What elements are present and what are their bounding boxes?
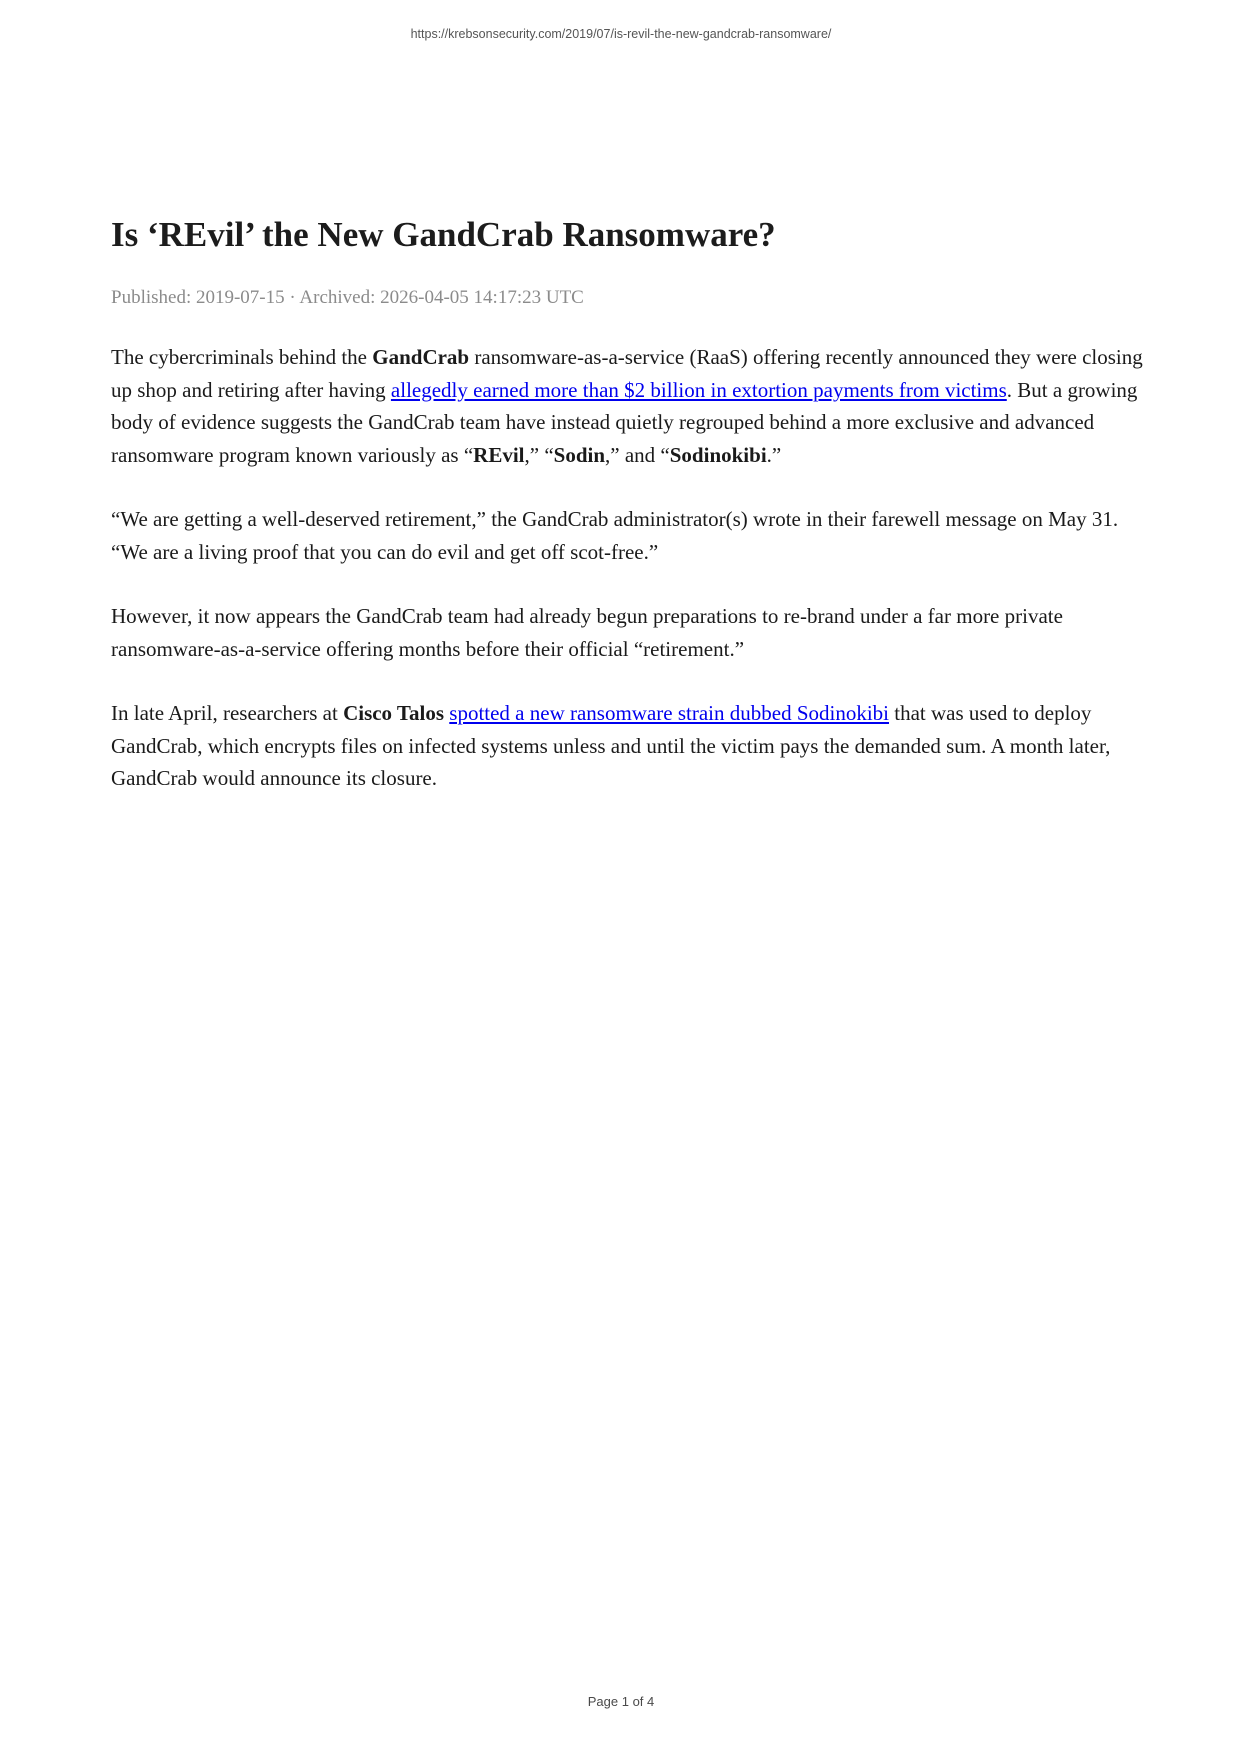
body-text: ,” “	[524, 442, 554, 467]
paragraph	[111, 503, 1146, 568]
article-body	[111, 341, 1146, 795]
archive-url-bar	[0, 27, 1242, 41]
page-number: Page 1 of 4	[587, 1694, 655, 1709]
emphasis-text: Cisco Talos	[343, 701, 445, 725]
body-text: In late April, researchers at	[111, 701, 344, 725]
body-text: that was used to deploy GandCrab, which encrypts files on infected systems unless and until the victim pays the demanded sum. A month later, GandCrab would announce its closure.	[111, 701, 1111, 790]
body-text: However, it now appears the GandCrab team had already begun preparations to re-brand under a far more private ransomware-as-a-service offering months before their official “retirement.”	[111, 604, 1063, 661]
emphasis-text: Sodinokibi	[669, 442, 767, 467]
archive-url-text: https://krebsonsecurity.com/2019/07/is-revil-the-new-gandcrab-ransomware/	[410, 27, 832, 41]
body-text: The cybercriminals behind the	[111, 345, 373, 369]
emphasis-text: GandCrab	[372, 345, 470, 369]
article	[111, 214, 1146, 795]
paragraph	[111, 341, 1146, 471]
page-title: Is ‘REvil’ the New GandCrab Ransomware?	[111, 215, 776, 254]
emphasis-text: Sodin	[553, 442, 606, 467]
body-text: ransomware-as-a-service (RaaS) offering recently announced they were closing up shop and retiring after having	[111, 345, 1143, 402]
body-text: . But a growing body of evidence suggests the GandCrab team have instead quietly regrouped behind a more exclusive and advanced ransomware program known variously as “	[111, 377, 1138, 467]
paragraph	[111, 697, 1146, 795]
article-link[interactable]: spotted a new ransomware strain dubbed Sodinokibi	[449, 701, 890, 725]
body-text: “We are getting a well-deserved retirement,” the GandCrab administrator(s) wrote in their farewell message on May 31. “We are a living proof that you can do evil and get off scot-free.”	[111, 507, 1119, 564]
article-link[interactable]: allegedly earned more than $2 billion in extortion payments from victims	[390, 377, 1007, 402]
emphasis-text: REvil	[473, 442, 525, 467]
article-meta: Published: 2019-07-15 · Archived: 2026-04-05 14:17:23 UTC	[111, 287, 584, 308]
body-text: ,” and “	[605, 442, 670, 467]
paragraph	[111, 600, 1146, 665]
body-text: .”	[766, 442, 782, 467]
